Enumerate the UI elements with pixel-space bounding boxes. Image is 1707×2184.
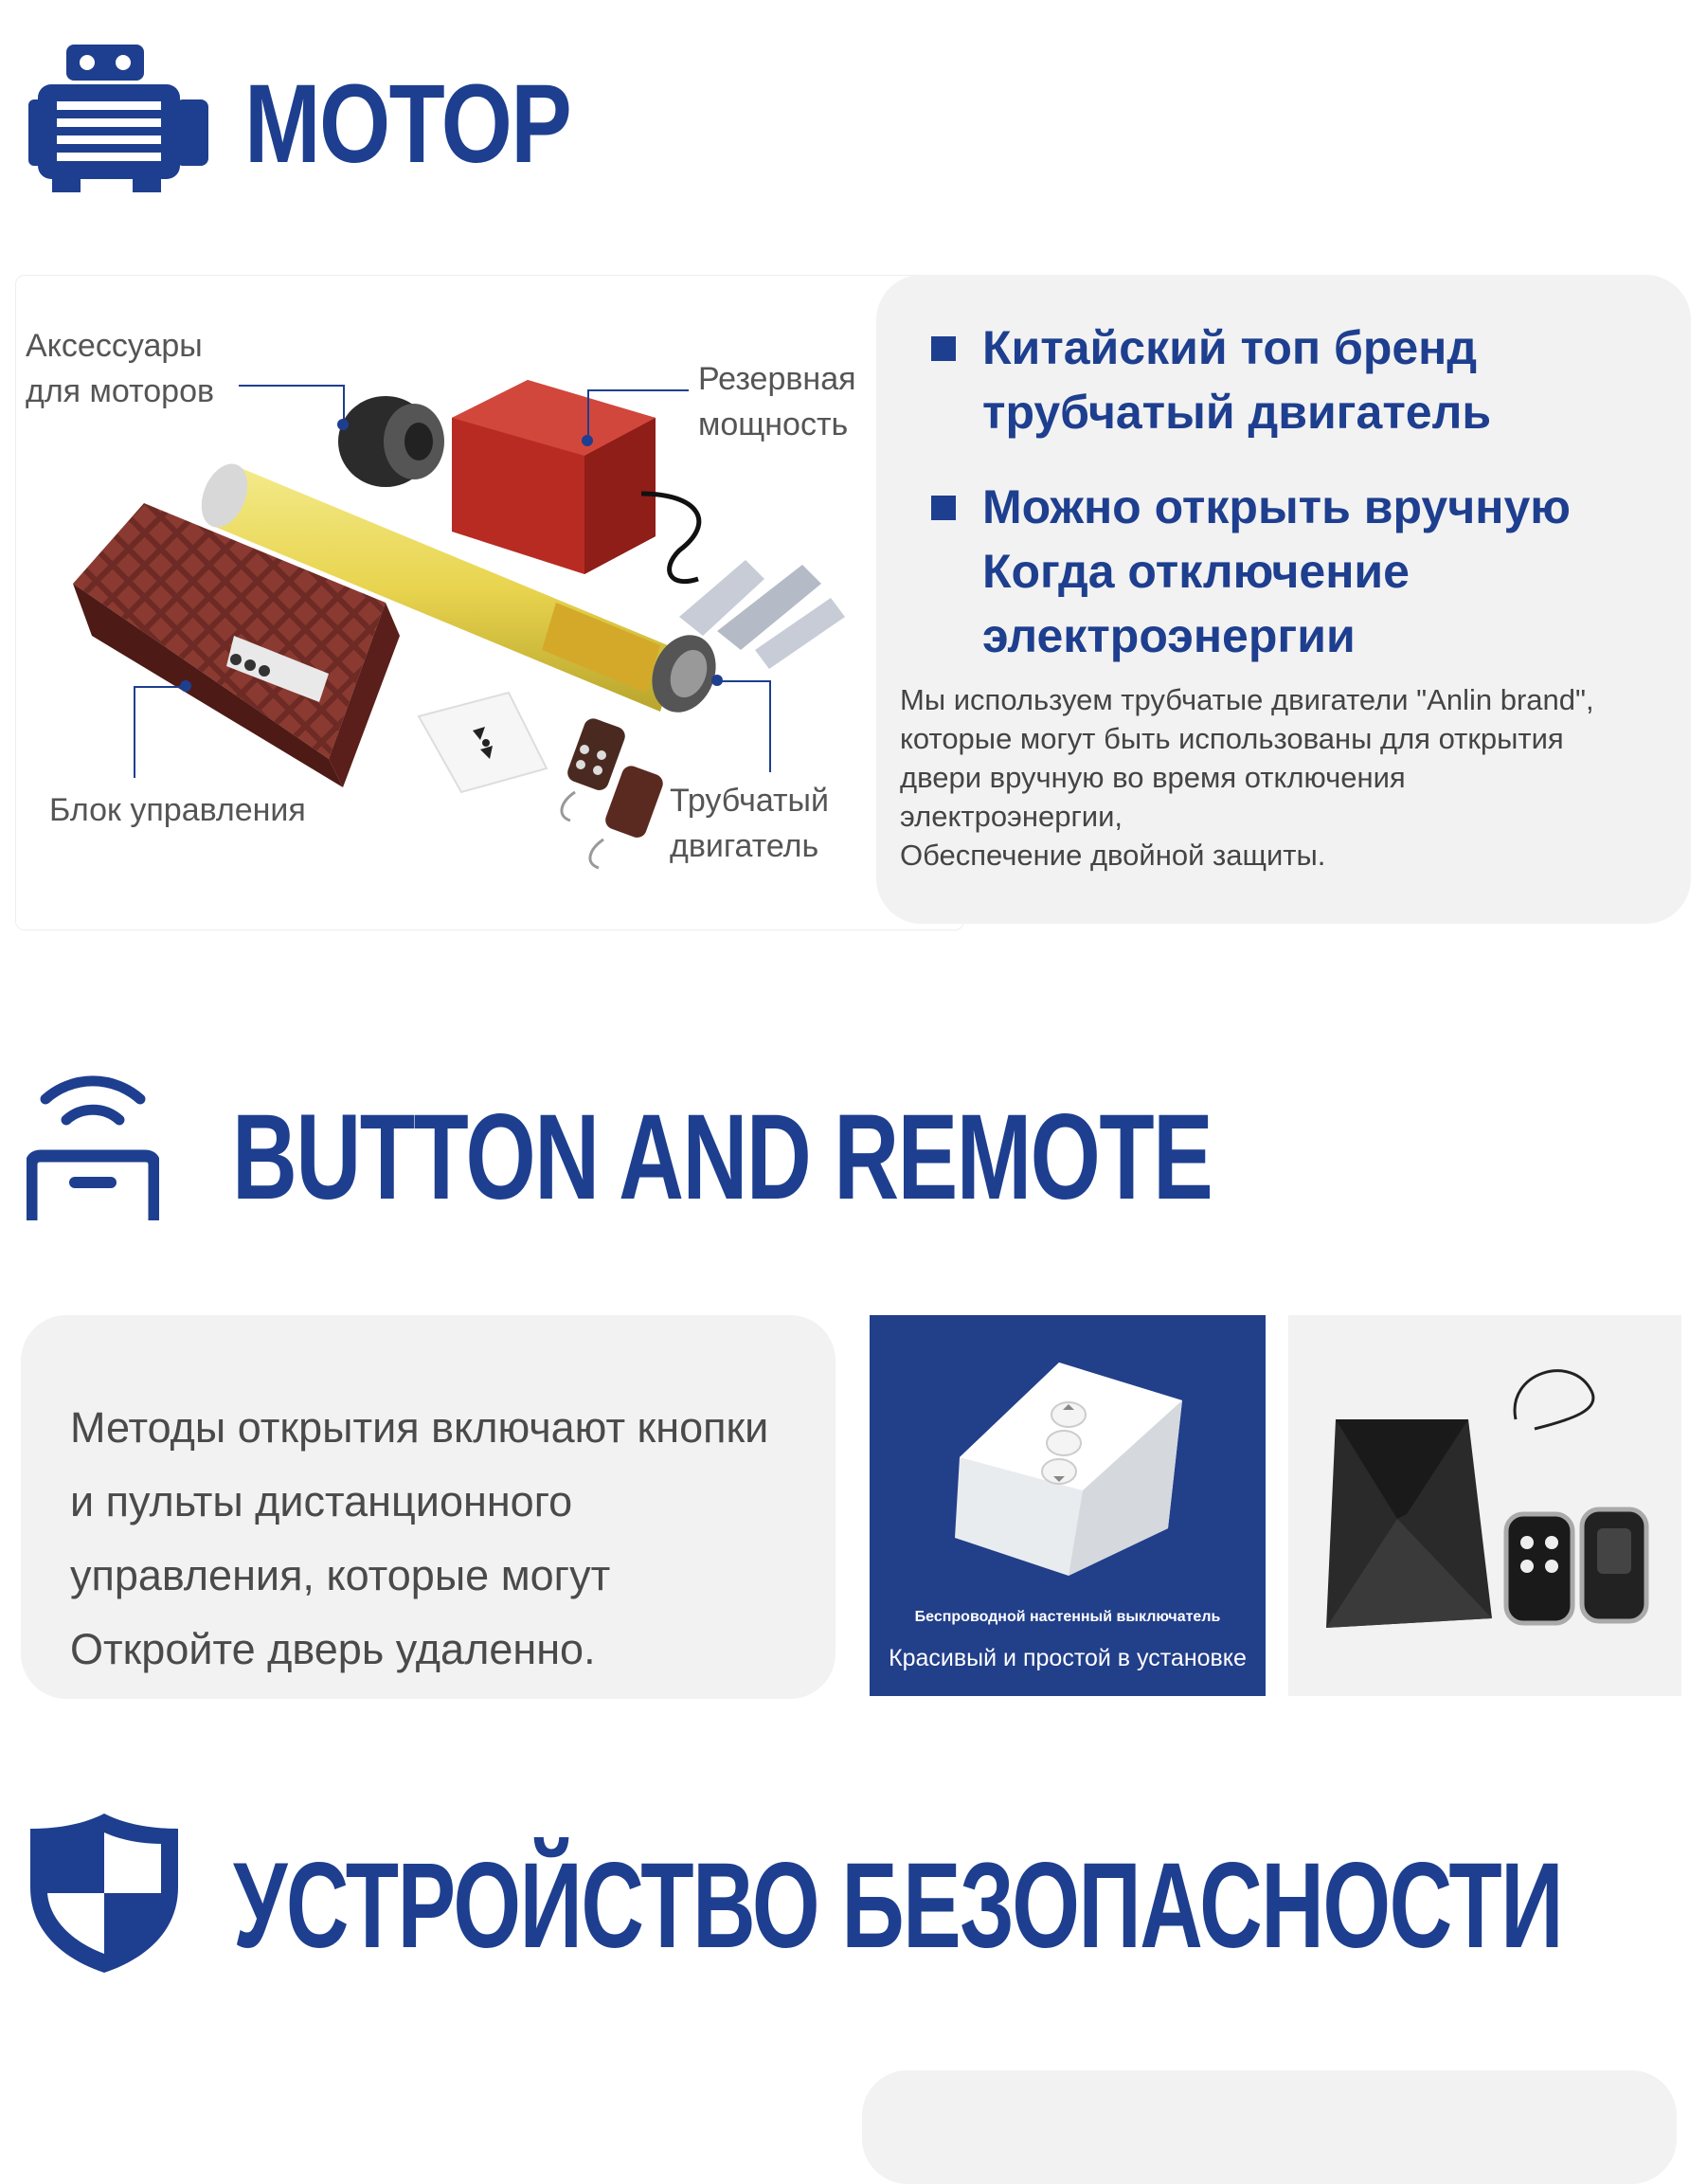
backup-power-leader	[587, 389, 689, 443]
safety-title: УСТРОЙСТВО БЕЗОПАСНОСТИ	[233, 1838, 1563, 1974]
remote-key-graphic	[1506, 1509, 1646, 1623]
remote-info-card	[21, 1315, 836, 1699]
motor-desc-line5: Обеспечение двойной защиты.	[900, 839, 1326, 872]
switch-caption: Красивый и простой в установке	[889, 1645, 1247, 1671]
backup-power-label-line2: мощность	[698, 406, 849, 442]
tube-motor-label-line1: Трубчатый	[670, 783, 829, 819]
motor-desc-line3: двери вручную во время отключения	[900, 761, 1406, 794]
motor-desc-line2: которые могут быть использованы для открытия	[900, 722, 1564, 755]
switch-caption-small: Беспроводной настенный выключатель	[914, 1609, 1221, 1625]
bullet-2-line1: Можно открыть вручную	[982, 480, 1571, 533]
backup-power-label-line1: Резервная	[698, 361, 856, 397]
motor-desc-line1: Мы используем трубчатые двигатели "Anlin brand",	[900, 683, 1594, 716]
accessory-graphic	[338, 396, 444, 487]
motor-info-card	[876, 275, 1691, 924]
remote-desc-line3: управления, которые могут	[70, 1551, 611, 1599]
bullet-2-line3: электроэнергии	[982, 609, 1356, 662]
control-box-label: Блок управления	[49, 792, 306, 828]
bullet-1-line1: Китайский топ бренд	[982, 321, 1478, 374]
wireless-switch-image	[870, 1315, 1266, 1696]
remote-desc-line1: Методы открытия включают кнопки	[70, 1403, 769, 1452]
accessories-label-line1: Аксессуары	[26, 328, 203, 364]
remote-desc-line2: и пульты дистанционного	[70, 1477, 573, 1525]
tube-motor-label-line2: двигатель	[670, 828, 819, 864]
accessories-label-line2: для моторов	[26, 373, 215, 409]
bullet-square	[931, 496, 956, 520]
remote-title: BUTTON AND REMOTE	[232, 1090, 1213, 1225]
shield-icon	[28, 1812, 180, 1975]
remote-kit-image	[1288, 1315, 1681, 1696]
motor-desc-line4: электроэнергии,	[900, 800, 1123, 833]
tube-motor-dot	[711, 675, 723, 686]
wall-switch-graphic	[419, 693, 547, 792]
motor-product-image	[15, 275, 964, 930]
bullet-square	[931, 336, 956, 361]
bullet-1-line2: трубчатый двигатель	[982, 386, 1492, 439]
control-box-leader	[134, 686, 188, 778]
accessories-leader	[239, 385, 345, 426]
bullet-2-line2: Когда отключение	[982, 545, 1410, 598]
control-box-dot	[180, 680, 191, 692]
motor-title: МОТОР	[244, 62, 571, 187]
remote-signal-icon	[27, 1061, 159, 1222]
wall-switch-graphic	[955, 1363, 1182, 1576]
safety-info-card	[862, 2070, 1677, 2184]
remote-key-graphic	[562, 716, 666, 868]
remote-desc-line4: Откройте дверь удаленно.	[70, 1625, 596, 1673]
motor-icon	[28, 43, 208, 194]
accessories-dot	[337, 419, 349, 430]
tube-motor-leader	[717, 680, 771, 772]
backup-power-dot	[582, 435, 593, 446]
